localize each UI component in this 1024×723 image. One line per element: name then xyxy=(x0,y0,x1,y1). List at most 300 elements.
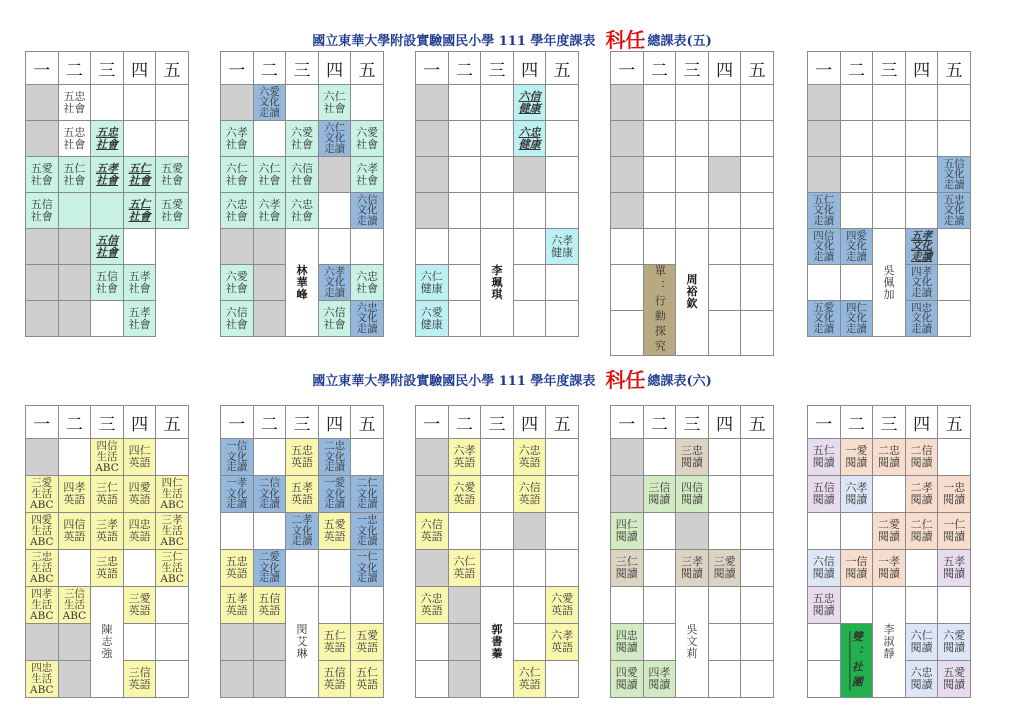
class-cell: 三孝 閱讀 xyxy=(676,550,709,587)
empty-cell xyxy=(123,624,156,661)
class-cell: 五愛 英語 xyxy=(318,513,351,550)
weekday-header: 三 xyxy=(676,52,709,85)
class-cell: 五忠 社會 xyxy=(58,121,91,157)
class-cell: 六忠 社會 xyxy=(286,193,319,229)
empty-cell xyxy=(481,439,514,476)
class-cell: 四孝 文化 走讀 xyxy=(905,265,938,301)
weekday-header: 五 xyxy=(351,52,384,85)
empty-cell xyxy=(448,85,481,121)
empty-cell xyxy=(513,229,546,265)
class-cell: 二信 文化 走讀 xyxy=(253,476,286,513)
class-cell: 六忠 英語 xyxy=(416,587,449,624)
class-cell: 六忠 文化 走讀 xyxy=(351,301,384,337)
empty-cell xyxy=(741,229,774,265)
empty-cell xyxy=(905,193,938,229)
empty-cell xyxy=(708,265,741,311)
weekday-header: 一 xyxy=(221,52,254,85)
empty-cell xyxy=(286,85,319,121)
timetable-1 xyxy=(25,51,189,337)
empty-cell xyxy=(318,193,351,229)
empty-cell xyxy=(905,121,938,157)
weekday-header: 二 xyxy=(643,52,676,85)
empty-cell xyxy=(513,301,546,337)
empty-cell xyxy=(741,439,774,476)
blocked-cell xyxy=(611,157,644,193)
teacher-name: 吳 佩 加 xyxy=(873,229,906,337)
blocked-cell xyxy=(416,193,449,229)
empty-cell xyxy=(905,85,938,121)
empty-cell xyxy=(318,550,351,587)
empty-cell xyxy=(546,550,579,587)
class-cell: 五忠 社會 xyxy=(91,121,124,157)
teacher-name: 李 珮 琪 xyxy=(481,229,514,337)
empty-cell xyxy=(741,157,774,193)
weekday-header: 四 xyxy=(318,406,351,439)
empty-cell xyxy=(481,193,514,229)
weekday-header: 四 xyxy=(708,406,741,439)
blocked-cell xyxy=(26,301,59,337)
class-cell: 四愛 文化 走讀 xyxy=(840,229,873,265)
empty-cell xyxy=(643,513,676,550)
weekday-header: 五 xyxy=(546,406,579,439)
blocked-cell xyxy=(253,624,286,661)
empty-cell xyxy=(905,587,938,624)
class-cell: 四孝 生活 ABC xyxy=(26,587,59,624)
empty-cell xyxy=(611,310,644,356)
blocked-cell xyxy=(253,301,286,337)
class-cell: 一信 閱讀 xyxy=(840,550,873,587)
class-cell: 五仁 社會 xyxy=(123,157,156,193)
empty-cell xyxy=(676,121,709,157)
blocked-cell xyxy=(318,157,351,193)
empty-cell xyxy=(708,439,741,476)
empty-cell xyxy=(741,193,774,229)
empty-cell xyxy=(708,513,741,550)
class-cell: 四仁 閱讀 xyxy=(611,513,644,550)
class-cell: 六信 社會 xyxy=(318,301,351,337)
class-cell: 六愛 英語 xyxy=(448,476,481,513)
weekday-header: 二 xyxy=(840,52,873,85)
blocked-cell xyxy=(58,301,91,337)
teacher-name: 吳 文 莉 xyxy=(676,587,709,698)
blocked-cell xyxy=(448,661,481,698)
class-cell: 四忠 英語 xyxy=(123,513,156,550)
class-cell: 四信 文化 走讀 xyxy=(808,229,841,265)
class-cell: 六信 閱讀 xyxy=(808,550,841,587)
empty-cell xyxy=(873,476,906,513)
class-cell: 六愛 文化 走讀 xyxy=(253,85,286,121)
class-cell: 六仁 英語 xyxy=(513,661,546,698)
weekday-header: 三 xyxy=(481,406,514,439)
class-cell: 六愛 社會 xyxy=(351,121,384,157)
empty-cell xyxy=(351,85,384,121)
teacher-name: 周 裕 欽 xyxy=(676,229,709,356)
empty-cell xyxy=(643,439,676,476)
blocked-cell xyxy=(58,265,91,301)
class-cell: 三信 閱讀 xyxy=(643,476,676,513)
class-cell: 三忠 生活 ABC xyxy=(26,550,59,587)
class-cell: 五愛 社會 xyxy=(156,193,189,229)
blocked-cell xyxy=(221,661,254,698)
timetable-10 xyxy=(807,405,971,698)
class-cell: 三仁 閱讀 xyxy=(611,550,644,587)
class-cell: 二忠 閱讀 xyxy=(873,439,906,476)
empty-cell xyxy=(840,513,873,550)
empty-cell xyxy=(156,661,189,698)
class-cell: 六愛 健康 xyxy=(416,301,449,337)
empty-cell xyxy=(741,624,774,661)
empty-cell xyxy=(741,476,774,513)
class-cell: 四愛 生活 ABC xyxy=(26,513,59,550)
empty-cell xyxy=(58,193,91,229)
weekday-header: 三 xyxy=(873,406,906,439)
timetable-7 xyxy=(220,405,384,698)
class-cell: 五孝 英語 xyxy=(286,476,319,513)
blocked-cell xyxy=(253,265,286,301)
title-6 xyxy=(0,364,1024,393)
empty-cell xyxy=(808,513,841,550)
weekday-header: 四 xyxy=(123,52,156,85)
blocked-cell xyxy=(26,121,59,157)
empty-cell xyxy=(221,513,254,550)
empty-cell xyxy=(156,439,189,476)
class-cell: 六忠 英語 xyxy=(513,439,546,476)
weekday-header: 一 xyxy=(26,406,59,439)
title-6-main: 國立東華大學附設實驗國民小學 111 學年度課表 xyxy=(312,374,596,389)
class-cell: 六忠 閱讀 xyxy=(905,661,938,698)
class-cell: 四信 生活 ABC xyxy=(91,439,124,476)
empty-cell xyxy=(938,265,971,301)
empty-cell xyxy=(611,587,644,624)
empty-cell xyxy=(676,193,709,229)
class-cell: 六信 社會 xyxy=(286,157,319,193)
timetable-9 xyxy=(610,405,774,698)
class-cell: 一愛 文化 走讀 xyxy=(318,476,351,513)
empty-cell xyxy=(938,439,971,476)
blocked-cell xyxy=(611,439,644,476)
class-cell: 五仁 閱讀 xyxy=(808,439,841,476)
empty-cell xyxy=(840,157,873,193)
weekday-header: 二 xyxy=(643,406,676,439)
weekday-header: 五 xyxy=(156,406,189,439)
empty-cell xyxy=(481,513,514,550)
class-cell: 四仁 文化 走讀 xyxy=(840,301,873,337)
weekday-header: 二 xyxy=(448,52,481,85)
empty-cell xyxy=(253,439,286,476)
class-cell: 四信 英語 xyxy=(58,513,91,550)
class-cell: 五信 閱讀 xyxy=(808,476,841,513)
class-cell: 四愛 英語 xyxy=(123,476,156,513)
class-cell: 單：行動探究 xyxy=(643,265,676,356)
class-cell: 二孝 閱讀 xyxy=(905,476,938,513)
class-cell: 五忠 英語 xyxy=(221,550,254,587)
empty-cell xyxy=(873,85,906,121)
teacher-name: 林 華 峰 xyxy=(286,229,319,337)
weekday-header: 一 xyxy=(611,52,644,85)
empty-cell xyxy=(708,85,741,121)
empty-cell xyxy=(708,624,741,661)
class-cell: 五信 英語 xyxy=(253,587,286,624)
empty-cell xyxy=(840,587,873,624)
timetable-6 xyxy=(25,405,189,698)
blocked-cell xyxy=(58,229,91,265)
class-cell: 三愛 閱讀 xyxy=(708,550,741,587)
empty-cell xyxy=(448,265,481,301)
class-cell: 六仁 社會 xyxy=(221,157,254,193)
weekday-header: 一 xyxy=(26,52,59,85)
weekday-header: 一 xyxy=(611,406,644,439)
class-cell: 五愛 閱讀 xyxy=(938,661,971,698)
empty-cell xyxy=(643,229,676,265)
empty-cell xyxy=(938,301,971,337)
empty-cell xyxy=(741,310,774,356)
teacher-name: 郭 書 蓁 xyxy=(481,587,514,698)
empty-cell xyxy=(611,265,644,311)
weekday-header: 三 xyxy=(286,406,319,439)
empty-cell xyxy=(546,121,579,157)
class-cell: 六信 英語 xyxy=(416,513,449,550)
empty-cell xyxy=(546,265,579,301)
title-5-subject: 科任 xyxy=(605,28,646,52)
class-cell: 六仁 健康 xyxy=(416,265,449,301)
class-cell: 四孝 英語 xyxy=(58,476,91,513)
blocked-cell xyxy=(416,157,449,193)
class-cell: 五信 社會 xyxy=(91,265,124,301)
class-cell: 五仁 社會 xyxy=(123,193,156,229)
empty-cell xyxy=(873,157,906,193)
class-cell: 五信 社會 xyxy=(91,229,124,265)
class-cell: 六孝 社會 xyxy=(221,121,254,157)
class-cell: 五孝 文化 走讀 xyxy=(905,229,938,265)
class-cell: 六仁 英語 xyxy=(448,550,481,587)
class-cell: 五孝 社會 xyxy=(123,301,156,337)
class-cell: 三忠 英語 xyxy=(91,550,124,587)
empty-cell xyxy=(416,229,449,265)
class-cell: 五孝 英語 xyxy=(221,587,254,624)
blocked-cell xyxy=(808,121,841,157)
empty-cell xyxy=(416,661,449,698)
class-cell: 二愛 文化 走讀 xyxy=(253,550,286,587)
empty-cell xyxy=(448,229,481,265)
empty-cell xyxy=(156,624,189,661)
title-5 xyxy=(0,24,1024,53)
blocked-cell xyxy=(513,513,546,550)
weekday-header: 一 xyxy=(221,406,254,439)
class-cell: 五忠 文化 走讀 xyxy=(938,193,971,229)
empty-cell xyxy=(416,624,449,661)
blocked-cell xyxy=(58,661,91,698)
empty-cell xyxy=(351,229,384,265)
class-cell: 六仁 文化 走讀 xyxy=(318,121,351,157)
weekday-header: 四 xyxy=(513,406,546,439)
empty-cell xyxy=(938,587,971,624)
class-cell: 四愛 閱讀 xyxy=(611,661,644,698)
empty-cell xyxy=(351,439,384,476)
empty-cell xyxy=(905,157,938,193)
class-cell: 三孝 英語 xyxy=(91,513,124,550)
class-cell: 一仁 文化 走讀 xyxy=(351,550,384,587)
empty-cell xyxy=(708,121,741,157)
empty-cell xyxy=(546,193,579,229)
class-cell: 三仁 生活 ABC xyxy=(156,550,189,587)
class-cell: 二信 閱讀 xyxy=(905,439,938,476)
empty-cell xyxy=(513,550,546,587)
weekday-header: 四 xyxy=(513,52,546,85)
empty-cell xyxy=(938,121,971,157)
empty-cell xyxy=(123,85,156,121)
class-cell: 一信 文化 走讀 xyxy=(221,439,254,476)
class-cell: 四仁 英語 xyxy=(123,439,156,476)
class-cell: 六愛 英語 xyxy=(546,587,579,624)
empty-cell xyxy=(513,587,546,624)
timetable-2 xyxy=(220,51,384,337)
empty-cell xyxy=(286,550,319,587)
class-cell: 一孝 閱讀 xyxy=(873,550,906,587)
empty-cell xyxy=(938,229,971,265)
empty-cell xyxy=(741,513,774,550)
class-cell: 六孝 英語 xyxy=(546,624,579,661)
blocked-cell xyxy=(26,265,59,301)
teacher-name: 陳 志 強 xyxy=(91,587,124,698)
empty-cell xyxy=(448,513,481,550)
class-cell: 六仁 社會 xyxy=(318,85,351,121)
class-cell: 六忠 社會 xyxy=(351,265,384,301)
class-cell: 六信 健康 xyxy=(513,85,546,121)
weekday-header: 四 xyxy=(905,52,938,85)
empty-cell xyxy=(741,550,774,587)
class-cell: 二孝 文化 走讀 xyxy=(286,513,319,550)
empty-cell xyxy=(741,661,774,698)
class-cell: 一愛 閱讀 xyxy=(840,439,873,476)
empty-cell xyxy=(351,587,384,624)
blocked-cell xyxy=(611,85,644,121)
class-cell: 五孝 閱讀 xyxy=(938,550,971,587)
empty-cell xyxy=(156,85,189,121)
empty-cell xyxy=(546,157,579,193)
empty-cell xyxy=(840,193,873,229)
empty-cell xyxy=(481,121,514,157)
empty-cell xyxy=(905,550,938,587)
class-cell: 六信 社會 xyxy=(221,301,254,337)
blocked-cell xyxy=(253,229,286,265)
class-cell: 雙：社團 xyxy=(840,624,873,698)
empty-cell xyxy=(708,661,741,698)
empty-cell xyxy=(123,550,156,587)
empty-cell xyxy=(513,193,546,229)
weekday-header: 四 xyxy=(905,406,938,439)
empty-cell xyxy=(156,121,189,157)
empty-cell xyxy=(58,550,91,587)
weekday-header: 二 xyxy=(253,52,286,85)
empty-cell xyxy=(741,265,774,311)
weekday-header: 二 xyxy=(58,52,91,85)
blocked-cell xyxy=(676,513,709,550)
empty-cell xyxy=(708,229,741,265)
class-cell: 三忠 閱讀 xyxy=(676,439,709,476)
empty-cell xyxy=(123,121,156,157)
empty-cell xyxy=(481,476,514,513)
empty-cell xyxy=(643,587,676,624)
empty-cell xyxy=(253,513,286,550)
empty-cell xyxy=(676,157,709,193)
weekday-header: 一 xyxy=(416,406,449,439)
class-cell: 六愛 社會 xyxy=(221,265,254,301)
empty-cell xyxy=(448,157,481,193)
class-cell: 一孝 文化 走讀 xyxy=(221,476,254,513)
weekday-header: 二 xyxy=(253,406,286,439)
empty-cell xyxy=(513,265,546,301)
empty-cell xyxy=(708,310,741,356)
empty-cell xyxy=(481,157,514,193)
weekday-header: 二 xyxy=(448,406,481,439)
class-cell: 四仁 生活 ABC xyxy=(156,476,189,513)
title-6-suffix: 總課表(六) xyxy=(647,374,712,389)
class-cell: 五仁 社會 xyxy=(58,157,91,193)
class-cell: 二愛 閱讀 xyxy=(873,513,906,550)
teacher-name: 閔 艾 琳 xyxy=(286,587,319,698)
weekday-header: 一 xyxy=(808,52,841,85)
weekday-header: 五 xyxy=(156,52,189,85)
empty-cell xyxy=(91,193,124,229)
class-cell: 五仁 英語 xyxy=(318,624,351,661)
empty-cell xyxy=(741,85,774,121)
empty-cell xyxy=(741,587,774,624)
empty-cell xyxy=(708,587,741,624)
empty-cell xyxy=(643,85,676,121)
class-cell: 五忠 社會 xyxy=(58,85,91,121)
blocked-cell xyxy=(448,587,481,624)
class-cell: 五孝 社會 xyxy=(91,157,124,193)
class-cell: 五信 英語 xyxy=(318,661,351,698)
blocked-cell xyxy=(416,85,449,121)
weekday-header: 五 xyxy=(741,52,774,85)
weekday-header: 二 xyxy=(58,406,91,439)
class-cell: 三信 英語 xyxy=(123,661,156,698)
class-cell: 四信 閱讀 xyxy=(676,476,709,513)
class-cell: 四孝 閱讀 xyxy=(643,661,676,698)
class-cell: 五信 社會 xyxy=(26,193,59,229)
class-cell: 六孝 社會 xyxy=(351,157,384,193)
timetable-3 xyxy=(415,51,579,337)
weekday-header: 一 xyxy=(808,406,841,439)
class-cell: 五愛 文化 走讀 xyxy=(808,301,841,337)
empty-cell xyxy=(318,229,351,265)
blocked-cell xyxy=(416,439,449,476)
blocked-cell xyxy=(611,476,644,513)
class-cell: 五忠 閱讀 xyxy=(808,587,841,624)
weekday-header: 三 xyxy=(91,52,124,85)
class-cell: 六孝 文化 走讀 xyxy=(318,265,351,301)
timetable-4 xyxy=(610,51,774,356)
blocked-cell xyxy=(611,193,644,229)
empty-cell xyxy=(840,265,873,301)
class-cell: 六忠 社會 xyxy=(221,193,254,229)
class-cell: 五仁 文化 走讀 xyxy=(808,193,841,229)
empty-cell xyxy=(546,476,579,513)
class-cell: 一忠 文化 走讀 xyxy=(351,513,384,550)
blocked-cell xyxy=(26,85,59,121)
weekday-header: 三 xyxy=(873,52,906,85)
empty-cell xyxy=(808,624,841,661)
class-cell: 四忠 閱讀 xyxy=(611,624,644,661)
weekday-header: 四 xyxy=(318,52,351,85)
class-cell: 三信 生活 ABC xyxy=(58,587,91,624)
weekday-header: 五 xyxy=(351,406,384,439)
class-cell: 二仁 閱讀 xyxy=(905,513,938,550)
class-cell: 四忠 文化 走讀 xyxy=(905,301,938,337)
empty-cell xyxy=(546,439,579,476)
teacher-name: 李 淑 靜 xyxy=(873,587,906,698)
